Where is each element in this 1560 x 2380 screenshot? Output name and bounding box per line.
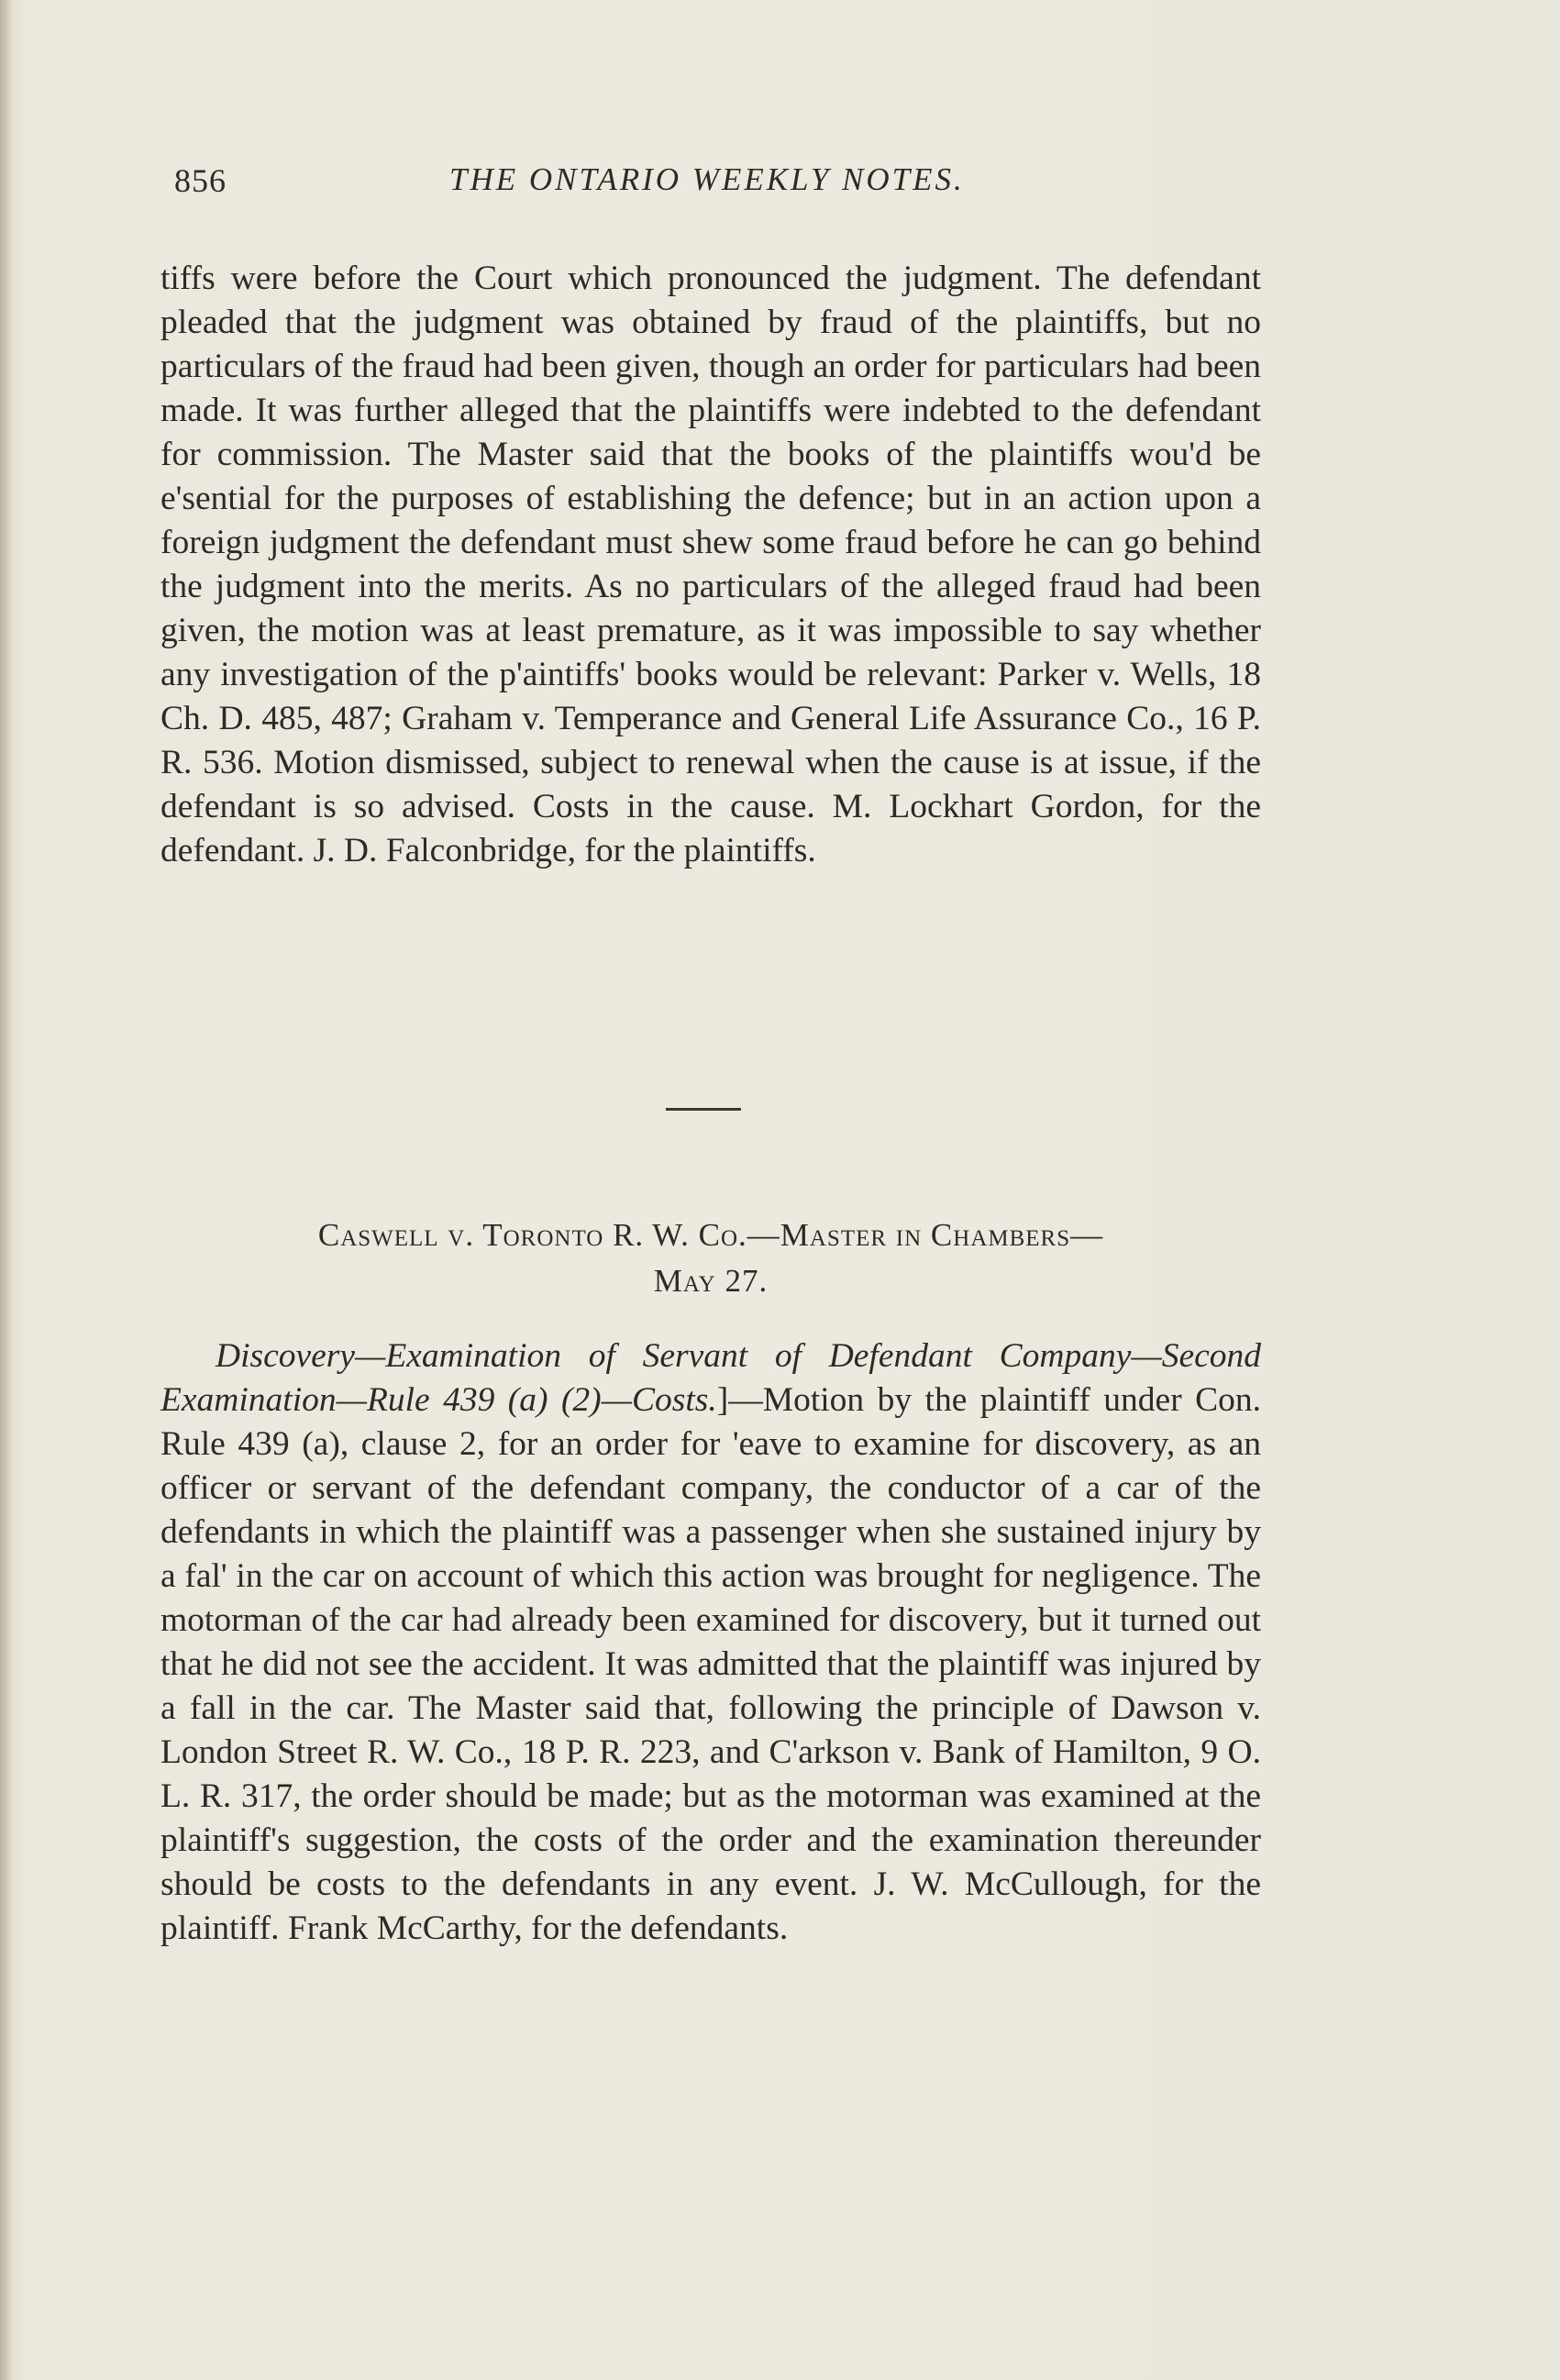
case-report-body: ]—Motion by the plaintiff under Con. Rule 439 (a), clause 2, for an order for 'eave to examine for discovery, as an officer or servant of the defendant company, the conductor of a car of the defendants in which the plaintiff was a passenger when she sustained injury by a fal' in the car on account of which this action was brought for negligence. The motorman of the car had already been examined for discovery, but it turned out that he did not see the accident. It was admitted that the plaintiff was injured by a fall in the car. The Master said that, following the principle of Dawson v. London Street R. W. Co., 18 P. R. 223, and C'arkson v. Bank of Hamilton, 9 O. L. R. 317, the order should be made; but as the motorman was examined at the plaintiff's suggestion, the costs of the order and the examination thereunder should be costs to the defendants in any event. J. W. McCullough, for the plaintiff. Frank McCarthy, for the defendants. [160,1381,1261,1947]
section-divider [666,1108,741,1111]
headnote-keywords: Discovery—Examination of Servant of Defendant Company—Second Examination—Rule 439 (a) (2)—Costs. [160,1337,1261,1419]
case-report [160,1334,1261,1951]
continued-report [160,257,1261,873]
report-paragraph: tiffs were before the Court which pronounced the judgment. The defendant pleaded that the judgment was obtained by fraud of the plaintiffs, but no particulars of the fraud had been given, though an order for particulars had been made. It was further alleged that the plaintiffs were indebted to the defendant for commission. The Master said that the books of the plaintiffs wou'd be e'sential for the purposes of establishing the defence; but in an action upon a foreign judgment the defendant must shew some fraud before he can go behind the judgment into the merits. As no particulars of the alleged fraud had been given, the motion was at least premature, as it was impossible to say whether any investigation of the p'aintiffs' books would be relevant: Parker v. Wells, 18 Ch. D. 485, 487; Graham v. Temperance and General Life Assurance Co., 16 P. R. 536. Motion dismissed, subject to renewal when the cause is at issue, if the defendant is so advised. Costs in the cause. M. Lockhart Gordon, for the defendant. J. D. Falconbridge, for the plaintiffs. [160,260,1261,869]
page-gutter-shadow [0,0,13,2380]
page-header [174,161,1220,207]
case-heading [160,1212,1261,1304]
case-report-paragraph [160,1334,1261,1951]
running-head: THE ONTARIO WEEKLY NOTES. [449,161,965,197]
case-heading-line-2: May 27. [653,1263,769,1299]
case-heading-line-1: Caswell v. Toronto R. W. Co.—Master in Chambers— [317,1217,1104,1253]
page-number: 856 [174,162,227,199]
